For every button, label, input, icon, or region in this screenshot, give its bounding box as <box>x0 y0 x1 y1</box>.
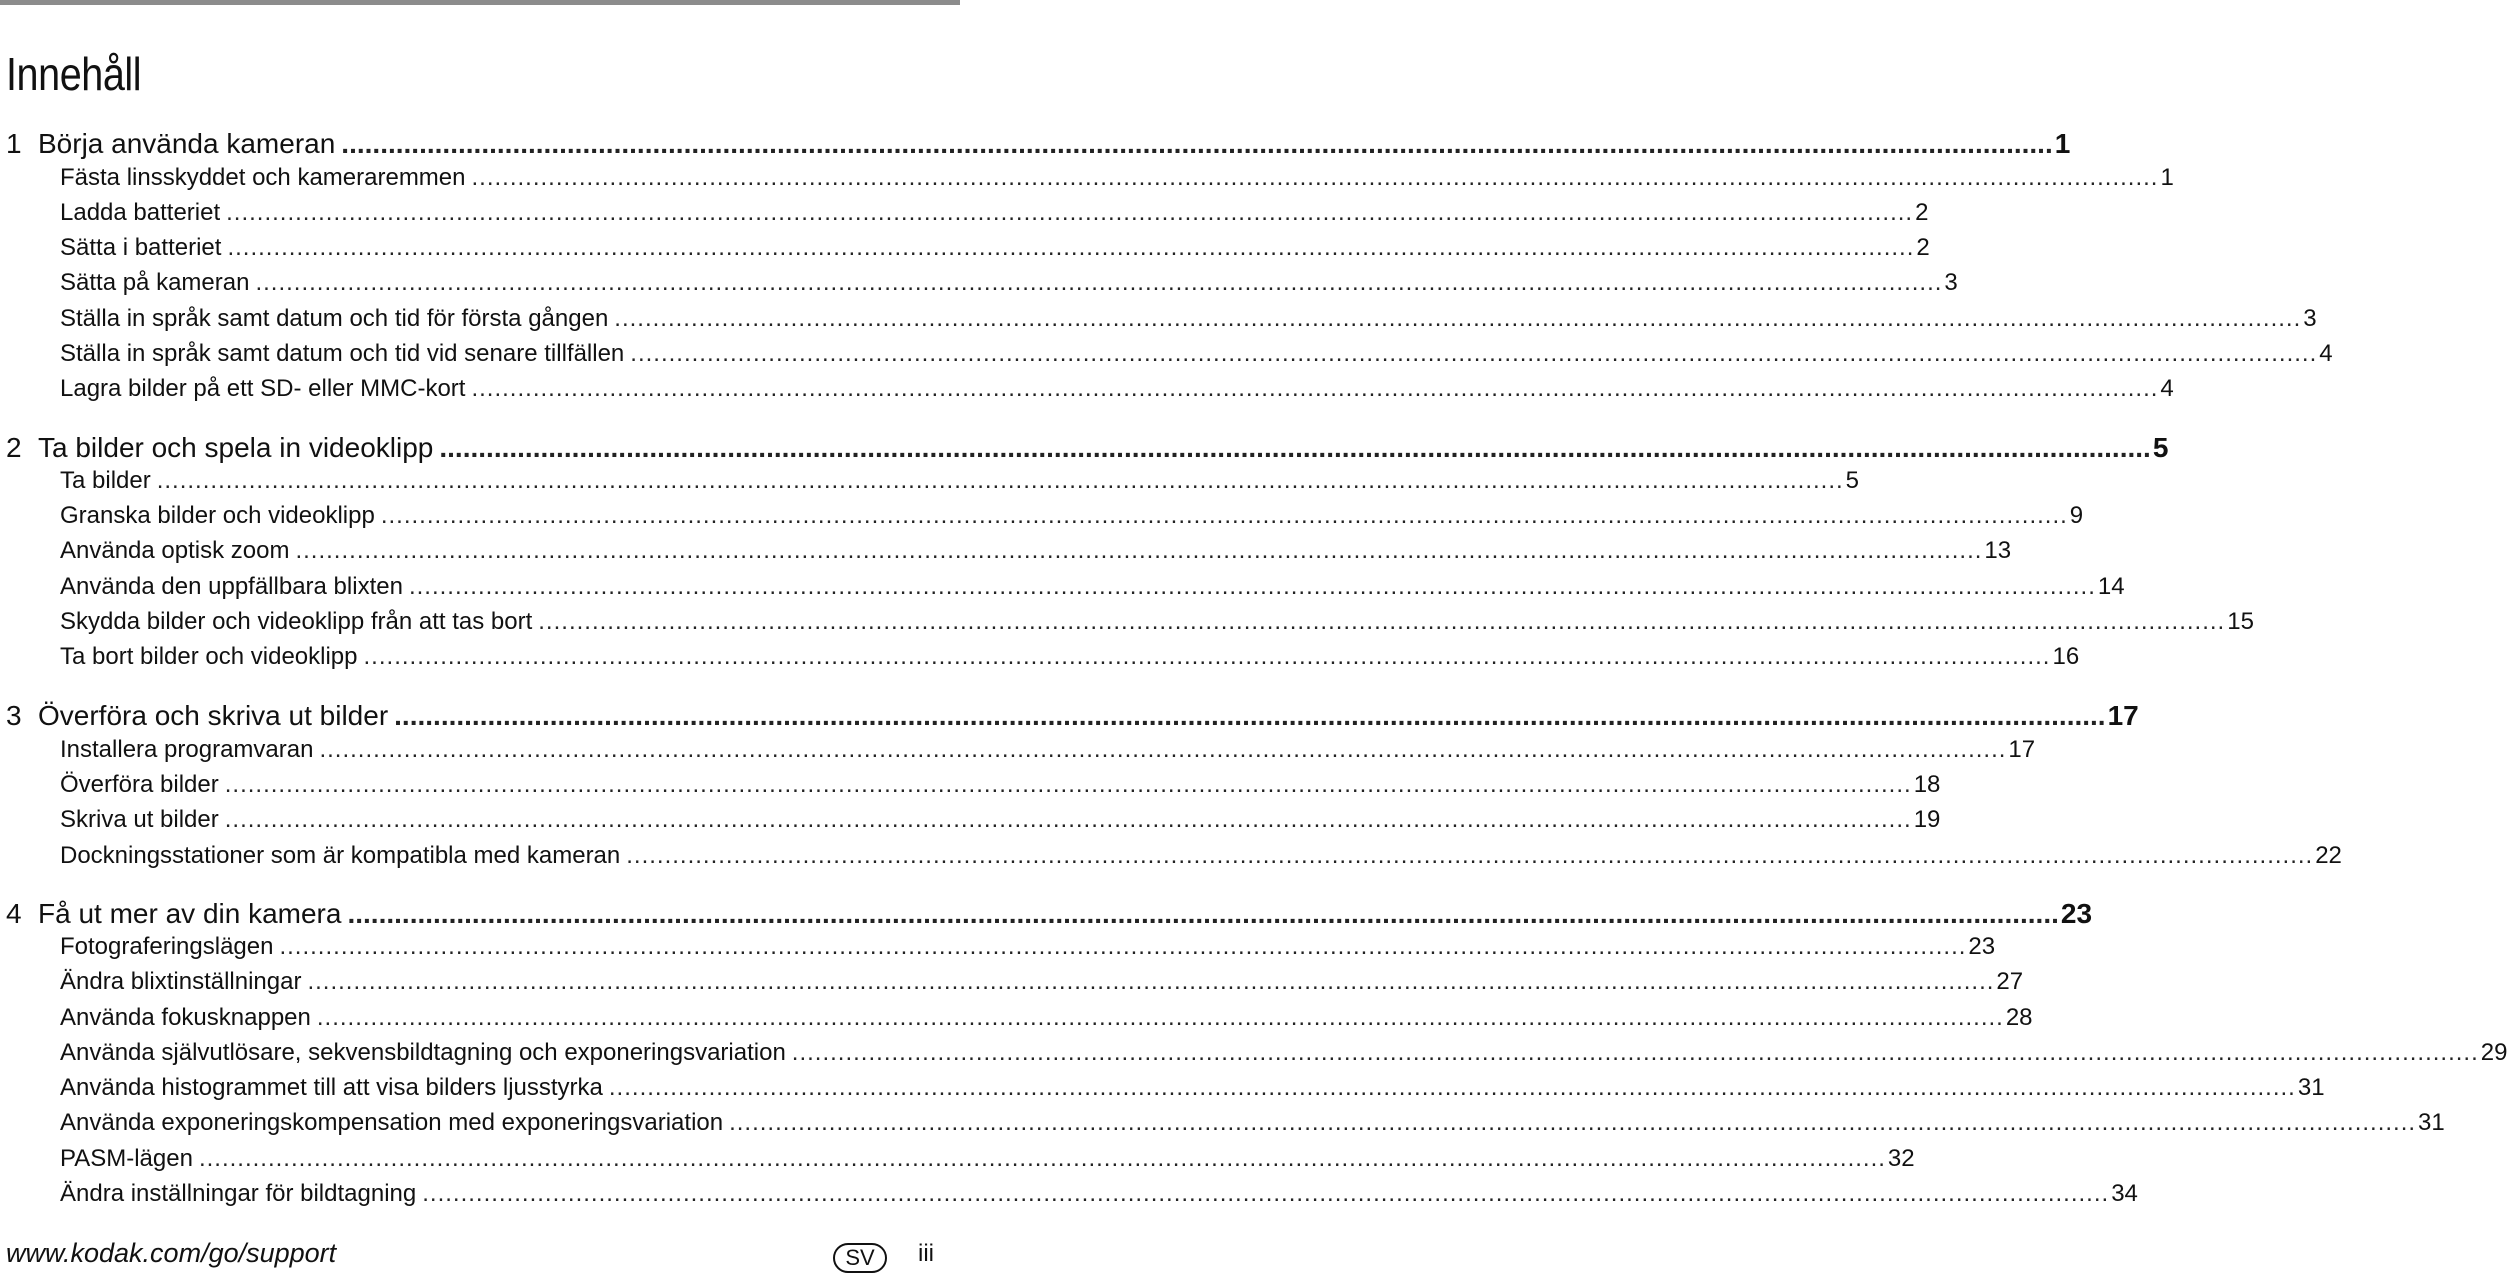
dot-leader: ............................................................................................................................................................................................................................ <box>614 305 2302 332</box>
toc-entry-label: Få ut mer av din kamera <box>38 898 342 929</box>
toc-entry-page: 34 <box>2111 1180 2138 1207</box>
dot-leader: ............................................................................................................................................................................................................................ <box>394 700 2106 731</box>
toc-entry-label: Använda histogrammet till att visa bilders ljusstyrka <box>60 1074 603 1101</box>
toc-entry-label: Ställa in språk samt datum och tid för första gången <box>60 305 609 332</box>
toc-chapter-entry[interactable] <box>0 432 2169 466</box>
dot-leader: ............................................................................................................................................................................................................................ <box>255 269 1943 296</box>
toc-entry-page: 2 <box>1915 199 1929 226</box>
toc-entry-label: PASM-lägen <box>60 1145 193 1172</box>
toc-entry-page: 13 <box>1984 537 2012 564</box>
toc-entry-page: 15 <box>2227 608 2254 635</box>
toc-entry[interactable] <box>0 537 2012 571</box>
toc-entry-label: Använda optisk zoom <box>60 537 290 564</box>
toc-entry-label: Fästa linsskyddet och kameraremmen <box>60 164 466 191</box>
toc-entry[interactable] <box>0 1074 2325 1108</box>
toc-entry-label: Börja använda kameran <box>38 128 336 159</box>
toc-entry-page: 23 <box>1968 933 1996 960</box>
toc-entry-label: Använda självutlösare, sekvensbildtagning och exponeringsvariation <box>60 1039 786 1066</box>
dot-leader: ............................................................................................................................................................................................................................ <box>363 643 2051 670</box>
toc-entry[interactable] <box>0 1004 2033 1038</box>
dot-leader: ............................................................................................................................................................................................................................ <box>156 467 1844 494</box>
toc-entry-label: Fotograferingslägen <box>60 933 274 960</box>
toc-entry-page: 32 <box>1887 1145 1915 1172</box>
toc-chapter-number: 3 <box>6 700 22 731</box>
dot-leader: ............................................................................................................................................................................................................................ <box>538 608 2226 635</box>
dot-leader: ............................................................................................................................................................................................................................ <box>471 164 2159 191</box>
dot-leader: ............................................................................................................................................................................................................................ <box>626 842 2314 869</box>
dot-leader: ............................................................................................................................................................................................................................ <box>439 432 2151 463</box>
toc-entry-page: 5 <box>1845 467 1860 494</box>
dot-leader: ............................................................................................................................................................................................................................ <box>341 128 2053 159</box>
dot-leader: ............................................................................................................................................................................................................................ <box>307 968 1995 995</box>
toc-chapter-entry[interactable] <box>0 128 2071 162</box>
toc-entry[interactable] <box>0 806 1941 840</box>
dot-leader: ............................................................................................................................................................................................................................ <box>198 1145 1886 1172</box>
toc-entry-page: 18 <box>1913 771 1941 798</box>
top-rule <box>0 0 960 5</box>
toc-entry[interactable] <box>0 1109 2445 1143</box>
toc-entry[interactable] <box>0 164 2174 198</box>
toc-entry[interactable] <box>0 467 1860 501</box>
toc-entry-label: Granska bilder och videoklipp <box>60 502 375 529</box>
toc-entry-page: 3 <box>1944 269 1958 296</box>
toc-entry[interactable] <box>0 375 2174 409</box>
toc-entry-label: Överföra och skriva ut bilder <box>38 700 389 731</box>
toc-entry-label: Använda fokusknappen <box>60 1004 311 1031</box>
toc-entry-label: Ändra inställningar för bildtagning <box>60 1180 417 1207</box>
toc-entry-page: 22 <box>2315 842 2342 869</box>
toc-entry[interactable] <box>0 968 2024 1002</box>
dot-leader: ............................................................................................................................................................................................................................ <box>319 736 2007 763</box>
dot-leader: ............................................................................................................................................................................................................................ <box>422 1180 2110 1207</box>
toc-entry-page: 29 <box>2480 1039 2507 1066</box>
toc-entry-label: Överföra bilder <box>60 771 219 798</box>
toc-entry-page: 9 <box>2069 502 2084 529</box>
dot-leader: ............................................................................................................................................................................................................................ <box>347 898 2059 929</box>
toc-entry-label: Använda den uppfällbara blixten <box>60 573 403 600</box>
dot-leader: ............................................................................................................................................................................................................................ <box>729 1109 2417 1136</box>
toc-entry-label: Sätta på kameran <box>60 269 250 296</box>
toc-entry-page: 28 <box>2005 1004 2033 1031</box>
support-link[interactable]: www.kodak.com/go/support <box>6 1238 337 1268</box>
dot-leader: ............................................................................................................................................................................................................................ <box>608 1074 2296 1101</box>
dot-leader: ............................................................................................................................................................................................................................ <box>295 537 1983 564</box>
toc-chapter-entry[interactable] <box>0 898 2093 932</box>
toc-entry-page: 14 <box>2097 573 2125 600</box>
toc-entry[interactable] <box>0 736 2036 770</box>
toc-entry-label: Dockningsstationer som är kompatibla med kameran <box>60 842 621 869</box>
toc-entry-page: 17 <box>2107 700 2139 731</box>
toc-entry[interactable] <box>0 305 2317 339</box>
dot-leader: ............................................................................................................................................................................................................................ <box>630 340 2318 367</box>
toc-entry[interactable] <box>0 269 1958 303</box>
toc-entry-label: Skriva ut bilder <box>60 806 219 833</box>
toc-entry[interactable] <box>0 608 2254 642</box>
dot-leader: ............................................................................................................................................................................................................................ <box>279 933 1967 960</box>
dot-leader: ............................................................................................................................................................................................................................ <box>227 234 1915 261</box>
toc-entry[interactable] <box>0 842 2342 876</box>
toc-entry-label: Ändra blixtinställningar <box>60 968 302 995</box>
language-badge: SV <box>833 1243 887 1273</box>
dot-leader: ............................................................................................................................................................................................................................ <box>408 573 2096 600</box>
toc-entry-page: 3 <box>2303 305 2317 332</box>
toc-entry-label: Ta bilder <box>60 467 151 494</box>
dot-leader: ............................................................................................................................................................................................................................ <box>226 199 1914 226</box>
toc-entry[interactable] <box>0 340 2333 374</box>
toc-chapter-number: 2 <box>6 432 22 463</box>
toc-entry[interactable] <box>0 573 2125 607</box>
toc-entry[interactable] <box>0 1145 1915 1179</box>
toc-entry-page: 4 <box>2160 375 2174 402</box>
toc-entry-label: Ställa in språk samt datum och tid vid senare tillfällen <box>60 340 625 367</box>
toc-entry[interactable] <box>0 502 2084 536</box>
toc-chapter-entry[interactable] <box>0 700 2139 734</box>
toc-entry-page: 27 <box>1996 968 2024 995</box>
toc-entry-page: 16 <box>2052 643 2080 670</box>
toc-entry-label: Skydda bilder och videoklipp från att tas bort <box>60 608 533 635</box>
toc-entry-page: 23 <box>2060 898 2093 929</box>
toc-entry-page: 1 <box>2054 128 2071 159</box>
toc-entry[interactable] <box>0 234 1930 268</box>
toc-entry-label: Använda exponeringskompensation med exponeringsvariation <box>60 1109 724 1136</box>
toc-entry-page: 4 <box>2319 340 2333 367</box>
dot-leader: ............................................................................................................................................................................................................................ <box>224 806 1912 833</box>
toc-entry-page: 31 <box>2418 1109 2445 1136</box>
toc-entry-page: 2 <box>1916 234 1930 261</box>
toc-entry-page: 1 <box>2160 164 2174 191</box>
toc-chapter-number: 1 <box>6 128 22 159</box>
toc-entry-label: Ta bort bilder och videoklipp <box>60 643 358 670</box>
page-title: Innehåll <box>6 48 142 100</box>
dot-leader: ............................................................................................................................................................................................................................ <box>224 771 1912 798</box>
toc-entry-label: Ta bilder och spela in videoklipp <box>38 432 434 463</box>
toc-entry-label: Ladda batteriet <box>60 199 221 226</box>
toc-entry-page: 19 <box>1913 806 1941 833</box>
toc-entry-page: 31 <box>2297 1074 2325 1101</box>
toc-entry-page: 5 <box>2152 432 2169 463</box>
toc-entry[interactable] <box>0 933 1996 967</box>
page-number: iii <box>918 1240 934 1267</box>
toc-entry[interactable] <box>0 771 1941 805</box>
toc-entry[interactable] <box>0 1180 2138 1214</box>
toc-entry[interactable] <box>0 643 2080 677</box>
toc-entry-label: Lagra bilder på ett SD- eller MMC-kort <box>60 375 466 402</box>
toc-entry-page: 17 <box>2008 736 2036 763</box>
toc-entry[interactable] <box>0 199 1929 233</box>
dot-leader: ............................................................................................................................................................................................................................ <box>471 375 2159 402</box>
toc-entry-label: Sätta i batteriet <box>60 234 222 261</box>
dot-leader: ............................................................................................................................................................................................................................ <box>316 1004 2004 1031</box>
toc-entry-label: Installera programvaran <box>60 736 314 763</box>
toc-chapter-number: 4 <box>6 898 22 929</box>
dot-leader: ............................................................................................................................................................................................................................ <box>791 1039 2479 1066</box>
toc-entry[interactable] <box>0 1039 2507 1073</box>
dot-leader: ............................................................................................................................................................................................................................ <box>380 502 2068 529</box>
